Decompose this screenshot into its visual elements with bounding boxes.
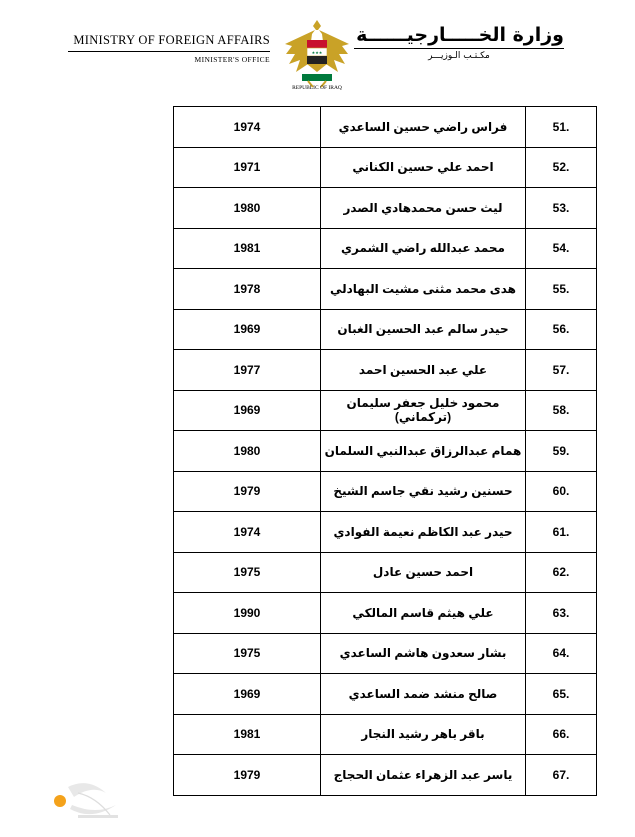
year-cell: 1981 <box>174 228 321 269</box>
name-cell: هدى محمد مثنى مشيت البهادلي <box>321 269 526 310</box>
name-cell: محمد عبدالله راضي الشمري <box>321 228 526 269</box>
ministry-name-english: MINISTRY OF FOREIGN AFFAIRS <box>73 33 270 47</box>
number-cell: 57. <box>526 350 597 391</box>
number-cell: 51. <box>526 107 597 148</box>
sun-logo-icon <box>48 775 128 825</box>
name-cell: احمد علي حسين الكناني <box>321 147 526 188</box>
year-cell: 1975 <box>174 633 321 674</box>
table-row <box>174 147 597 188</box>
year-cell: 1969 <box>174 674 321 715</box>
heading-rule-arabic <box>354 48 564 49</box>
names-table <box>173 106 597 796</box>
number-cell: 66. <box>526 714 597 755</box>
name-cell: باقر باهر رشيد النجار <box>321 714 526 755</box>
table-row <box>174 390 597 431</box>
table-row <box>174 552 597 593</box>
eagle-emblem-icon <box>282 14 352 94</box>
year-cell: 1978 <box>174 269 321 310</box>
name-cell: احمد حسين عادل <box>321 552 526 593</box>
year-cell: 1974 <box>174 107 321 148</box>
table-row <box>174 714 597 755</box>
table-row <box>174 309 597 350</box>
number-cell: 64. <box>526 633 597 674</box>
name-cell: حسنين رشيد نقي جاسم الشيخ <box>321 471 526 512</box>
name-cell: محمود خليل جعفر سليمان (تركماني) <box>321 390 526 431</box>
heading-rule <box>68 51 270 52</box>
year-cell: 1969 <box>174 309 321 350</box>
office-name-arabic: مكـتـب الـوزيـــر <box>428 51 490 61</box>
year-cell: 1980 <box>174 188 321 229</box>
number-cell: 67. <box>526 755 597 796</box>
number-cell: 62. <box>526 552 597 593</box>
number-cell: 63. <box>526 593 597 634</box>
name-cell: همام عبدالرزاق عبدالنبي السلمان <box>321 431 526 472</box>
ministry-name-arabic: وزارة الخـــــارجيــــــة <box>356 24 564 46</box>
year-cell: 1971 <box>174 147 321 188</box>
emblem-caption: REPUBLIC OF IRAQ <box>292 85 342 91</box>
year-cell: 1979 <box>174 471 321 512</box>
table-row <box>174 633 597 674</box>
year-cell: 1969 <box>174 390 321 431</box>
letterhead <box>0 0 635 100</box>
table-row <box>174 512 597 553</box>
year-cell: 1975 <box>174 552 321 593</box>
english-heading <box>68 33 270 64</box>
name-cell: علي هيثم قاسم المالكي <box>321 593 526 634</box>
name-cell: علي عبد الحسين احمد <box>321 350 526 391</box>
name-cell: بشار سعدون هاشم الساعدي <box>321 633 526 674</box>
number-cell: 52. <box>526 147 597 188</box>
table-row <box>174 350 597 391</box>
table-row <box>174 228 597 269</box>
number-cell: 53. <box>526 188 597 229</box>
number-cell: 60. <box>526 471 597 512</box>
table-row <box>174 107 597 148</box>
name-cell: ياسر عبد الزهراء عثمان الحجاج <box>321 755 526 796</box>
year-cell: 1977 <box>174 350 321 391</box>
name-cell: حيدر سالم عبد الحسين الغبان <box>321 309 526 350</box>
table-row <box>174 674 597 715</box>
year-cell: 1990 <box>174 593 321 634</box>
number-cell: 61. <box>526 512 597 553</box>
name-cell: صالح منشد ضمد الساعدي <box>321 674 526 715</box>
name-cell: حيدر عبد الكاظم نعيمة الفوادي <box>321 512 526 553</box>
number-cell: 56. <box>526 309 597 350</box>
year-cell: 1981 <box>174 714 321 755</box>
number-cell: 55. <box>526 269 597 310</box>
office-name-english: MINISTER'S OFFICE <box>194 55 270 64</box>
arabic-heading <box>354 24 564 61</box>
name-cell: فراس راضي حسين الساعدي <box>321 107 526 148</box>
year-cell: 1980 <box>174 431 321 472</box>
year-cell: 1979 <box>174 755 321 796</box>
number-cell: 59. <box>526 431 597 472</box>
name-cell: ليث حسن محمدهادي الصدر <box>321 188 526 229</box>
table-row <box>174 593 597 634</box>
table-row <box>174 188 597 229</box>
table-row <box>174 431 597 472</box>
table-row <box>174 755 597 796</box>
table-row <box>174 269 597 310</box>
number-cell: 65. <box>526 674 597 715</box>
table-row <box>174 471 597 512</box>
year-cell: 1974 <box>174 512 321 553</box>
svg-text:★★★: ★★★ <box>311 50 323 55</box>
number-cell: 54. <box>526 228 597 269</box>
number-cell: 58. <box>526 390 597 431</box>
